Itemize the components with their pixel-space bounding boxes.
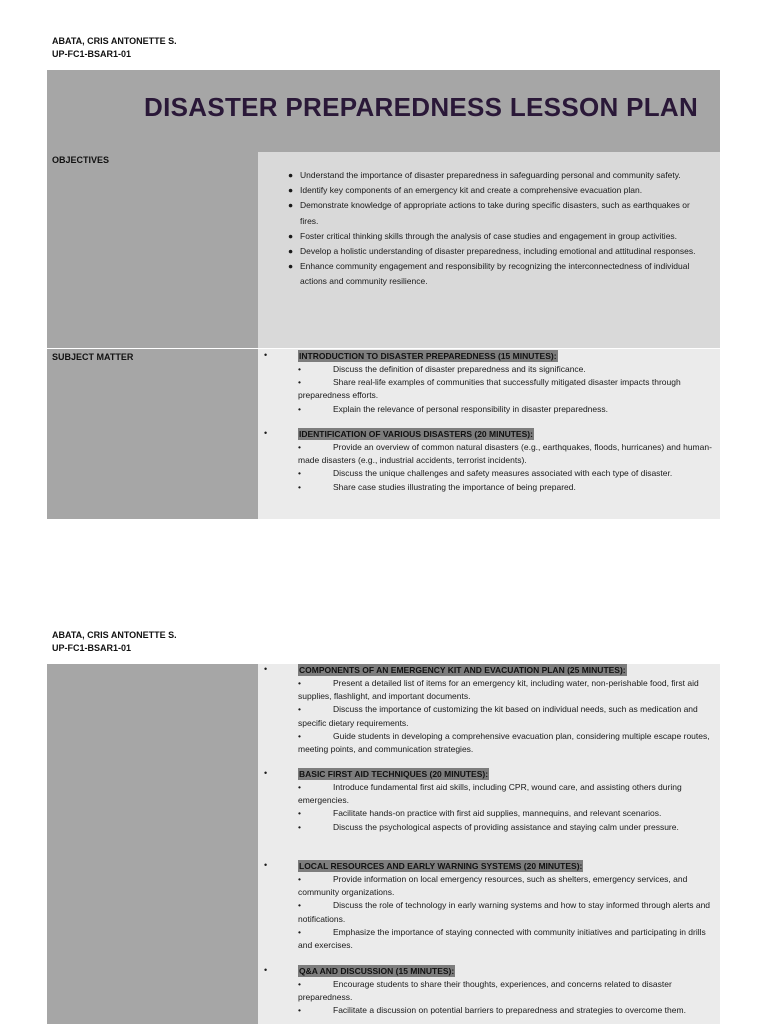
objective-item: ● Identify key components of an emergency kit and create a comprehensive evacuation plan.: [288, 183, 708, 198]
section-item: • Discuss the role of technology in early warning systems and how to stay informed through alerts and notifications.: [298, 900, 711, 924]
subject-matter-row: [47, 349, 720, 519]
objectives-label-cell: [47, 152, 258, 348]
lesson-section: • COMPONENTS OF AN EMERGENCY KIT AND EVACUATION PLAN (25 MINUTES): • Present a detailed list of items for an emergency kit, including water, non-perishable food, first aid supplies, flashlight, and important documents. • Discuss the importance of customizing the kit based on individual needs, such as medication and specific dietary requirements. • Guide students in developing a comprehensive evacuation plan, considering multiple escape routes, meeting points, and communication strategies.: [258, 664, 720, 756]
section-item: • Guide students in developing a comprehensive evacuation plan, considering multiple escape routes, meeting points, and communication strategies.: [298, 730, 710, 755]
section-item: • Encourage students to share their thoughts, experiences, and concerns related to disaster preparedness.: [298, 979, 672, 1003]
document-title: DISASTER PREPAREDNESS LESSON PLAN: [144, 92, 699, 122]
subject-matter-label: SUBJECT MATTER: [52, 352, 134, 362]
objective-item: ● Enhance community engagement and responsibility by recognizing the interconnectedness of individual actions and community resilience.: [288, 261, 690, 287]
section-item: • Explain the relevance of personal responsibility in disaster preparedness.: [298, 403, 608, 414]
bullet-icon: ●: [288, 230, 294, 241]
section-heading: IDENTIFICATION OF VARIOUS DISASTERS (20 MINUTES):: [299, 429, 533, 439]
objectives-list: [288, 168, 708, 290]
section-item: • Discuss the psychological aspects of providing assistance and staying calm under pressure.: [298, 821, 679, 832]
student-name: ABATA, CRIS ANTONETTE S.: [52, 630, 177, 640]
section-heading: COMPONENTS OF AN EMERGENCY KIT AND EVACUATION PLAN (25 MINUTES):: [299, 665, 626, 675]
bullet-icon: ●: [288, 185, 294, 196]
title-band: [47, 70, 720, 152]
section-item: • Share real-life examples of communities that successfully mitigated disaster impacts through preparedness efforts.: [298, 377, 681, 401]
student-section: UP-FC1-BSAR1-01: [52, 49, 132, 59]
section-item: • Introduce fundamental first aid skills, including CPR, wound care, and assisting others during emergencies.: [298, 782, 682, 806]
subject-matter-label-cell: [47, 349, 258, 519]
bullet-icon: ●: [288, 170, 294, 180]
student-section: UP-FC1-BSAR1-01: [52, 643, 132, 653]
lesson-section: • BASIC FIRST AID TECHNIQUES (20 MINUTES): • Introduce fundamental first aid skills, including CPR, wound care, and assisting others during emergencies. • Facilitate hands-on practice with first aid supplies, mannequins, and relevant scenarios. • Discuss the psychological aspects of providing assistance and staying calm under pressure.: [258, 768, 720, 834]
section-item: • Facilitate hands-on practice with first aid supplies, mannequins, and relevant scenarios.: [298, 808, 662, 819]
objective-item: ● Demonstrate knowledge of appropriate actions to take during specific disasters, such as earthquakes or fires.: [288, 200, 690, 226]
subject-matter-row-continued: [47, 664, 720, 1024]
section-item: • Provide an overview of common natural disasters (e.g., earthquakes, floods, hurricanes) and human-made disasters (e.g., industrial accidents, terrorist incidents).: [298, 442, 712, 466]
section-item: • Emphasize the importance of staying connected with community initiatives and participating in drills and exercises.: [298, 926, 706, 951]
section-item: • Facilitate a discussion on potential barriers to preparedness and strategies to overcome them.: [298, 1005, 686, 1016]
section-item: • Discuss the definition of disaster preparedness and its significance.: [298, 364, 586, 374]
subject-matter-content-cell: [258, 349, 720, 519]
lesson-section: • Q&A AND DISCUSSION (15 MINUTES): • Encourage students to share their thoughts, experiences, and concerns related to disaster preparedness. • Facilitate a discussion on potential barriers to preparedness and strategies to overcome them.: [258, 965, 720, 1018]
section-item: • Present a detailed list of items for an emergency kit, including water, non-perishable food, first aid supplies, flashlight, and important documents.: [298, 678, 699, 702]
objective-item: ● Foster critical thinking skills through the analysis of case studies and engagement in group activities.: [288, 229, 708, 244]
lesson-section: • IDENTIFICATION OF VARIOUS DISASTERS (20 MINUTES): • Provide an overview of common natural disasters (e.g., earthquakes, floods, hurricanes) and human-made disasters (e.g., industrial accidents, terrorist incidents). • Discuss the unique challenges and safety measures associated with each type of disaster. • Share case studies illustrating the importance of being prepared.: [258, 428, 720, 494]
page2-header: [52, 629, 177, 655]
objectives-content-cell: [258, 152, 720, 348]
objective-item: ● Develop a holistic understanding of disaster preparedness, including emotional and attitudinal responses.: [288, 244, 708, 259]
objectives-row: [47, 152, 720, 348]
section-item: • Provide information on local emergency resources, such as shelters, emergency services, and community organizations.: [298, 874, 688, 898]
lesson-section: • INTRODUCTION TO DISASTER PREPAREDNESS (15 MINUTES): • Discuss the definition of disaster preparedness and its significance. • Share real-life examples of communities that successfully mitigated disaster impacts through preparedness efforts. • Explain the relevance of personal responsibility in disaster preparedness.: [258, 350, 720, 416]
subject-matter-content-cell-continued: [258, 664, 720, 1024]
section-item: • Discuss the importance of customizing the kit based on individual needs, such as medication and specific dietary requirements.: [298, 704, 698, 728]
student-name: ABATA, CRIS ANTONETTE S.: [52, 36, 177, 46]
section-heading: INTRODUCTION TO DISASTER PREPAREDNESS (15 MINUTES):: [299, 351, 557, 361]
section-heading: Q&A AND DISCUSSION (15 MINUTES):: [299, 966, 455, 976]
objectives-label: OBJECTIVES: [52, 155, 110, 165]
bullet-icon: ●: [288, 246, 294, 257]
section-heading: BASIC FIRST AID TECHNIQUES (20 MINUTES):: [299, 769, 489, 779]
section-item: • Discuss the unique challenges and safety measures associated with each type of disaster.: [298, 468, 673, 479]
bullet-icon: ●: [288, 200, 294, 211]
subject-matter-label-cell-continued: [47, 664, 258, 1024]
page1-header: [52, 35, 177, 61]
section-heading: LOCAL RESOURCES AND EARLY WARNING SYSTEMS (20 MINUTES):: [299, 861, 583, 871]
objective-item: ● Understand the importance of disaster preparedness in safeguarding personal and community safety.: [288, 168, 708, 183]
lesson-section: • LOCAL RESOURCES AND EARLY WARNING SYSTEMS (20 MINUTES): • Provide information on local emergency resources, such as shelters, emergency services, and community organizations. • Discuss the role of technology in early warning systems and how to stay informed through alerts and notifications. • Emphasize the importance of staying connected with community initiatives and participating in drills and exercises.: [258, 860, 720, 952]
section-item: • Share case studies illustrating the importance of being prepared.: [298, 481, 576, 492]
bullet-icon: ●: [288, 261, 294, 272]
